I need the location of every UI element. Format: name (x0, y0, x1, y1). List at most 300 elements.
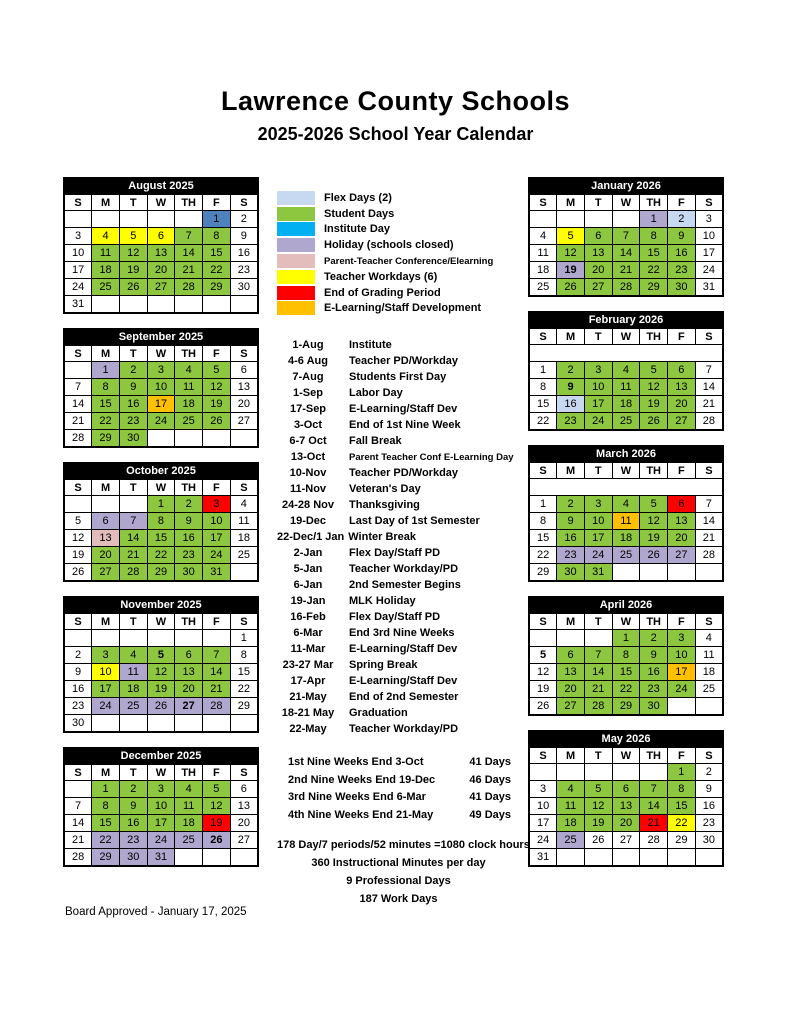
day-cell: 4 (175, 362, 203, 379)
month-title-row (529, 731, 723, 748)
weekday-header: S (529, 195, 557, 211)
day-cell: 24 (668, 681, 696, 698)
blank-week-cell (529, 479, 723, 496)
day-cell (529, 211, 557, 228)
day-cell: 2 (695, 764, 723, 781)
day-cell (668, 564, 696, 582)
day-cell (695, 564, 723, 582)
week-row (529, 496, 723, 513)
weekday-header: S (230, 765, 258, 781)
month-calendar (528, 311, 724, 431)
event-row (277, 609, 520, 625)
day-cell: 5 (203, 362, 231, 379)
day-cell: 16 (119, 396, 147, 413)
weekday-header: M (557, 463, 585, 479)
day-cell: 29 (529, 564, 557, 582)
legend-label: Flex Days (2) (324, 191, 392, 204)
day-cell: 13 (92, 530, 120, 547)
week-row (64, 698, 258, 715)
day-cell (147, 211, 175, 228)
event-row (277, 705, 520, 721)
day-cell: 4 (612, 496, 640, 513)
day-cell (557, 211, 585, 228)
event-row (277, 337, 520, 353)
week-row (529, 245, 723, 262)
day-cell (203, 296, 231, 314)
event-description: Teacher Workday/PD (349, 563, 459, 576)
day-cell: 20 (668, 396, 696, 413)
weekday-header: F (203, 346, 231, 362)
day-cell (147, 430, 175, 448)
day-cell (92, 630, 120, 647)
day-cell: 12 (640, 513, 668, 530)
day-cell (695, 698, 723, 716)
day-cell: 4 (175, 781, 203, 798)
day-cell: 3 (584, 362, 612, 379)
weekday-header: TH (640, 329, 668, 345)
day-cell: 1 (92, 781, 120, 798)
day-cell: 2 (230, 211, 258, 228)
event-description: E-Learning/Staff Dev (349, 675, 458, 688)
day-cell: 27 (230, 413, 258, 430)
event-description: Veteran's Day (349, 483, 421, 496)
day-cell: 9 (557, 513, 585, 530)
day-cell: 3 (92, 647, 120, 664)
month-title: April 2026 (529, 597, 723, 614)
week-row (64, 530, 258, 547)
weekday-header: F (203, 614, 231, 630)
event-description: Flex Day/Staff PD (349, 547, 441, 560)
week-row (529, 362, 723, 379)
weekday-header: T (584, 195, 612, 211)
weekday-header-row (529, 748, 723, 764)
day-cell: 15 (92, 396, 120, 413)
event-row (277, 577, 520, 593)
day-cell: 27 (92, 564, 120, 582)
event-date: 22-Dec/1 Jan (277, 531, 345, 544)
nine-weeks-row (288, 806, 511, 824)
week-row (529, 664, 723, 681)
day-cell: 27 (147, 279, 175, 296)
day-cell: 29 (92, 849, 120, 867)
weekday-header: S (695, 748, 723, 764)
week-row (529, 262, 723, 279)
month-title: September 2025 (64, 329, 258, 346)
weekday-header: S (64, 195, 92, 211)
day-cell: 15 (612, 664, 640, 681)
day-cell: 10 (203, 513, 231, 530)
event-row (277, 401, 520, 417)
nine-weeks-label: 4th Nine Weeks End 21-May (288, 808, 434, 821)
day-cell: 19 (119, 262, 147, 279)
day-cell: 23 (557, 413, 585, 431)
day-cell: 9 (230, 228, 258, 245)
week-row (64, 681, 258, 698)
day-cell: 22 (529, 547, 557, 564)
month-calendar (63, 328, 259, 448)
day-cell: 3 (147, 781, 175, 798)
week-row (529, 530, 723, 547)
event-description: E-Learning/Staff Dev (349, 643, 458, 656)
day-cell: 7 (584, 647, 612, 664)
day-cell: 21 (612, 262, 640, 279)
day-cell: 5 (640, 362, 668, 379)
day-cell: 1 (147, 496, 175, 513)
day-cell: 31 (529, 849, 557, 867)
month-title-row (64, 329, 258, 346)
week-row (64, 430, 258, 448)
day-cell: 29 (230, 698, 258, 715)
weekday-header: F (203, 765, 231, 781)
nine-weeks-row (288, 771, 511, 789)
day-cell: 2 (175, 496, 203, 513)
event-row (277, 417, 520, 433)
event-date: 13-Oct (290, 451, 326, 464)
nine-weeks-days: 46 Days (469, 773, 511, 786)
day-cell (203, 715, 231, 733)
day-cell: 21 (64, 832, 92, 849)
weekday-header: W (147, 346, 175, 362)
day-cell: 4 (612, 362, 640, 379)
day-cell: 29 (668, 832, 696, 849)
day-cell: 23 (175, 547, 203, 564)
day-cell (119, 715, 147, 733)
day-cell: 14 (695, 379, 723, 396)
weekday-header: M (557, 748, 585, 764)
day-cell: 11 (175, 379, 203, 396)
day-cell (529, 630, 557, 647)
weekday-header: F (668, 195, 696, 211)
day-cell: 18 (92, 262, 120, 279)
day-cell: 25 (175, 832, 203, 849)
day-cell: 27 (612, 832, 640, 849)
day-cell (203, 430, 231, 448)
day-cell: 7 (203, 647, 231, 664)
legend-color-swatch (277, 254, 315, 268)
weekday-header: S (529, 748, 557, 764)
event-description: Graduation (349, 707, 408, 720)
day-cell: 12 (119, 245, 147, 262)
event-row (277, 721, 520, 737)
month-title-row (529, 178, 723, 195)
day-cell: 3 (64, 228, 92, 245)
event-description: End of 1st Nine Week (349, 419, 461, 432)
day-cell: 16 (668, 245, 696, 262)
day-cell: 21 (695, 396, 723, 413)
day-cell (230, 849, 258, 867)
legend-item (277, 285, 520, 301)
day-cell: 12 (64, 530, 92, 547)
day-cell: 30 (557, 564, 585, 582)
day-cell: 23 (64, 698, 92, 715)
week-row (529, 647, 723, 664)
week-row (529, 279, 723, 297)
day-cell: 19 (557, 262, 585, 279)
day-cell: 15 (203, 245, 231, 262)
day-cell: 28 (175, 279, 203, 296)
day-cell (584, 630, 612, 647)
month-title-row (64, 178, 258, 195)
day-cell: 28 (695, 547, 723, 564)
day-cell: 27 (230, 832, 258, 849)
stat-line: 178 Day/7 periods/52 minutes =1080 clock hours (277, 839, 530, 852)
event-row (277, 353, 520, 369)
day-cell: 20 (92, 547, 120, 564)
month-title-row (529, 597, 723, 614)
day-cell: 4 (92, 228, 120, 245)
day-cell: 22 (529, 413, 557, 431)
weekday-header: T (584, 748, 612, 764)
week-row (529, 764, 723, 781)
week-row (64, 245, 258, 262)
day-cell: 10 (529, 798, 557, 815)
day-cell (640, 849, 668, 867)
week-row (529, 479, 723, 496)
day-cell (175, 296, 203, 314)
day-cell: 1 (230, 630, 258, 647)
weekday-header: S (695, 195, 723, 211)
day-cell: 18 (612, 396, 640, 413)
event-description: Teacher PD/Workday (349, 467, 459, 480)
event-description: Institute (349, 339, 392, 352)
weekday-header-row (64, 195, 258, 211)
day-cell: 2 (64, 647, 92, 664)
month-calendar (63, 177, 259, 314)
day-cell: 2 (668, 211, 696, 228)
stat-line: 360 Instructional Minutes per day (311, 857, 486, 870)
day-cell: 5 (203, 781, 231, 798)
month-title-row (529, 446, 723, 463)
day-cell: 8 (203, 228, 231, 245)
day-cell: 9 (557, 379, 585, 396)
event-date: 5-Jan (293, 563, 323, 576)
day-cell (147, 630, 175, 647)
day-cell: 10 (92, 664, 120, 681)
week-row (64, 781, 258, 798)
legend-label: Student Days (324, 207, 395, 220)
day-cell: 25 (612, 547, 640, 564)
week-row (64, 362, 258, 379)
week-row (64, 379, 258, 396)
nine-weeks-row (288, 788, 511, 806)
week-row (64, 211, 258, 228)
day-cell: 11 (92, 245, 120, 262)
month-calendar (528, 596, 724, 716)
weekday-header: M (557, 329, 585, 345)
day-cell: 8 (529, 513, 557, 530)
weekday-header: TH (640, 463, 668, 479)
day-cell: 28 (612, 279, 640, 297)
week-row (64, 832, 258, 849)
day-cell: 1 (612, 630, 640, 647)
day-cell (175, 430, 203, 448)
day-cell: 12 (584, 798, 612, 815)
middle-column (277, 190, 530, 908)
day-cell: 27 (584, 279, 612, 297)
legend-item (277, 190, 520, 206)
day-cell: 1 (529, 362, 557, 379)
day-cell (119, 496, 147, 513)
day-cell: 27 (668, 413, 696, 431)
day-cell: 20 (230, 396, 258, 413)
day-cell: 25 (695, 681, 723, 698)
day-cell (92, 296, 120, 314)
day-cell: 10 (584, 379, 612, 396)
day-cell: 22 (92, 413, 120, 430)
week-row (64, 647, 258, 664)
event-date: 17-Sep (289, 403, 327, 416)
day-cell: 23 (640, 681, 668, 698)
day-cell: 1 (668, 764, 696, 781)
month-calendar (63, 747, 259, 867)
event-row (277, 561, 520, 577)
month-title: November 2025 (64, 597, 258, 614)
day-cell: 6 (584, 228, 612, 245)
day-cell (529, 764, 557, 781)
event-row (277, 625, 520, 641)
day-cell: 30 (668, 279, 696, 297)
day-cell: 30 (119, 849, 147, 867)
day-cell: 22 (668, 815, 696, 832)
week-row (64, 564, 258, 582)
day-cell: 20 (612, 815, 640, 832)
day-cell: 21 (119, 547, 147, 564)
legend-label: E-Learning/Staff Development (324, 302, 482, 315)
day-cell (584, 849, 612, 867)
day-cell: 26 (203, 832, 231, 849)
day-cell: 19 (584, 815, 612, 832)
legend-color-swatch (277, 238, 315, 252)
day-cell (557, 630, 585, 647)
day-cell (230, 564, 258, 582)
day-cell: 23 (230, 262, 258, 279)
weekday-header: W (612, 195, 640, 211)
event-date: 2-Jan (293, 547, 323, 560)
day-cell: 9 (175, 513, 203, 530)
week-row (529, 815, 723, 832)
weekday-header: M (92, 614, 120, 630)
day-cell: 31 (147, 849, 175, 867)
day-cell: 23 (119, 413, 147, 430)
day-cell: 15 (230, 664, 258, 681)
event-date: 11-Nov (289, 483, 327, 496)
weekday-header: T (584, 329, 612, 345)
day-cell: 6 (668, 496, 696, 513)
day-cell: 30 (640, 698, 668, 716)
day-cell: 27 (557, 698, 585, 716)
day-cell: 24 (695, 262, 723, 279)
day-cell: 19 (203, 815, 231, 832)
day-cell: 26 (529, 698, 557, 716)
week-row (529, 564, 723, 582)
left-month-column (63, 177, 259, 867)
day-cell: 7 (64, 379, 92, 396)
day-cell: 26 (640, 413, 668, 431)
nine-weeks-label: 2nd Nine Weeks End 19-Dec (288, 773, 436, 786)
day-cell: 27 (668, 547, 696, 564)
event-description: End 3rd Nine Weeks (349, 627, 455, 640)
day-cell: 16 (230, 245, 258, 262)
day-cell: 23 (119, 832, 147, 849)
day-cell: 22 (92, 832, 120, 849)
day-cell: 13 (668, 513, 696, 530)
day-cell: 18 (529, 262, 557, 279)
legend-color-swatch (277, 286, 315, 300)
week-row (529, 396, 723, 413)
day-cell (119, 630, 147, 647)
weekday-header: TH (640, 195, 668, 211)
event-date: 6-7 Oct (289, 435, 327, 448)
weekday-header: T (119, 765, 147, 781)
day-cell: 3 (147, 362, 175, 379)
day-cell: 24 (584, 547, 612, 564)
month-calendar (63, 596, 259, 733)
events-list (277, 337, 520, 737)
month-title-row (64, 748, 258, 765)
event-row (277, 513, 520, 529)
nine-weeks-summary (288, 753, 511, 823)
day-cell: 7 (119, 513, 147, 530)
nine-weeks-row (288, 753, 511, 771)
day-cell: 28 (640, 832, 668, 849)
week-row (529, 228, 723, 245)
day-cell: 10 (584, 513, 612, 530)
day-cell: 13 (584, 245, 612, 262)
day-cell (612, 764, 640, 781)
day-cell: 25 (175, 413, 203, 430)
day-cell: 29 (203, 279, 231, 296)
day-cell: 8 (529, 379, 557, 396)
day-cell: 7 (695, 496, 723, 513)
day-cell (557, 849, 585, 867)
day-cell: 17 (695, 245, 723, 262)
weekday-header: TH (640, 614, 668, 630)
event-date: 17-Apr (290, 675, 326, 688)
day-cell: 25 (557, 832, 585, 849)
day-cell: 25 (92, 279, 120, 296)
day-cell: 2 (119, 781, 147, 798)
day-cell (175, 715, 203, 733)
day-cell (175, 211, 203, 228)
week-row (64, 296, 258, 314)
day-cell: 18 (557, 815, 585, 832)
day-cell: 25 (612, 413, 640, 431)
day-cell: 21 (203, 681, 231, 698)
event-row (277, 385, 520, 401)
weekday-header: F (668, 329, 696, 345)
weekday-header: S (695, 329, 723, 345)
day-cell (612, 211, 640, 228)
board-approved-note: Board Approved - January 17, 2025 (65, 906, 247, 918)
day-cell: 3 (203, 496, 231, 513)
week-row (529, 781, 723, 798)
day-cell: 6 (147, 228, 175, 245)
month-title: March 2026 (529, 446, 723, 463)
day-cell: 16 (640, 664, 668, 681)
day-cell: 25 (529, 279, 557, 297)
day-cell: 5 (119, 228, 147, 245)
event-date: 10-Nov (289, 467, 327, 480)
day-cell: 27 (175, 698, 203, 715)
weekday-header: M (557, 195, 585, 211)
legend-item (277, 222, 520, 238)
week-row (64, 630, 258, 647)
week-row (529, 413, 723, 431)
day-cell (175, 849, 203, 867)
weekday-header-row (529, 195, 723, 211)
day-cell: 8 (640, 228, 668, 245)
day-cell: 30 (175, 564, 203, 582)
